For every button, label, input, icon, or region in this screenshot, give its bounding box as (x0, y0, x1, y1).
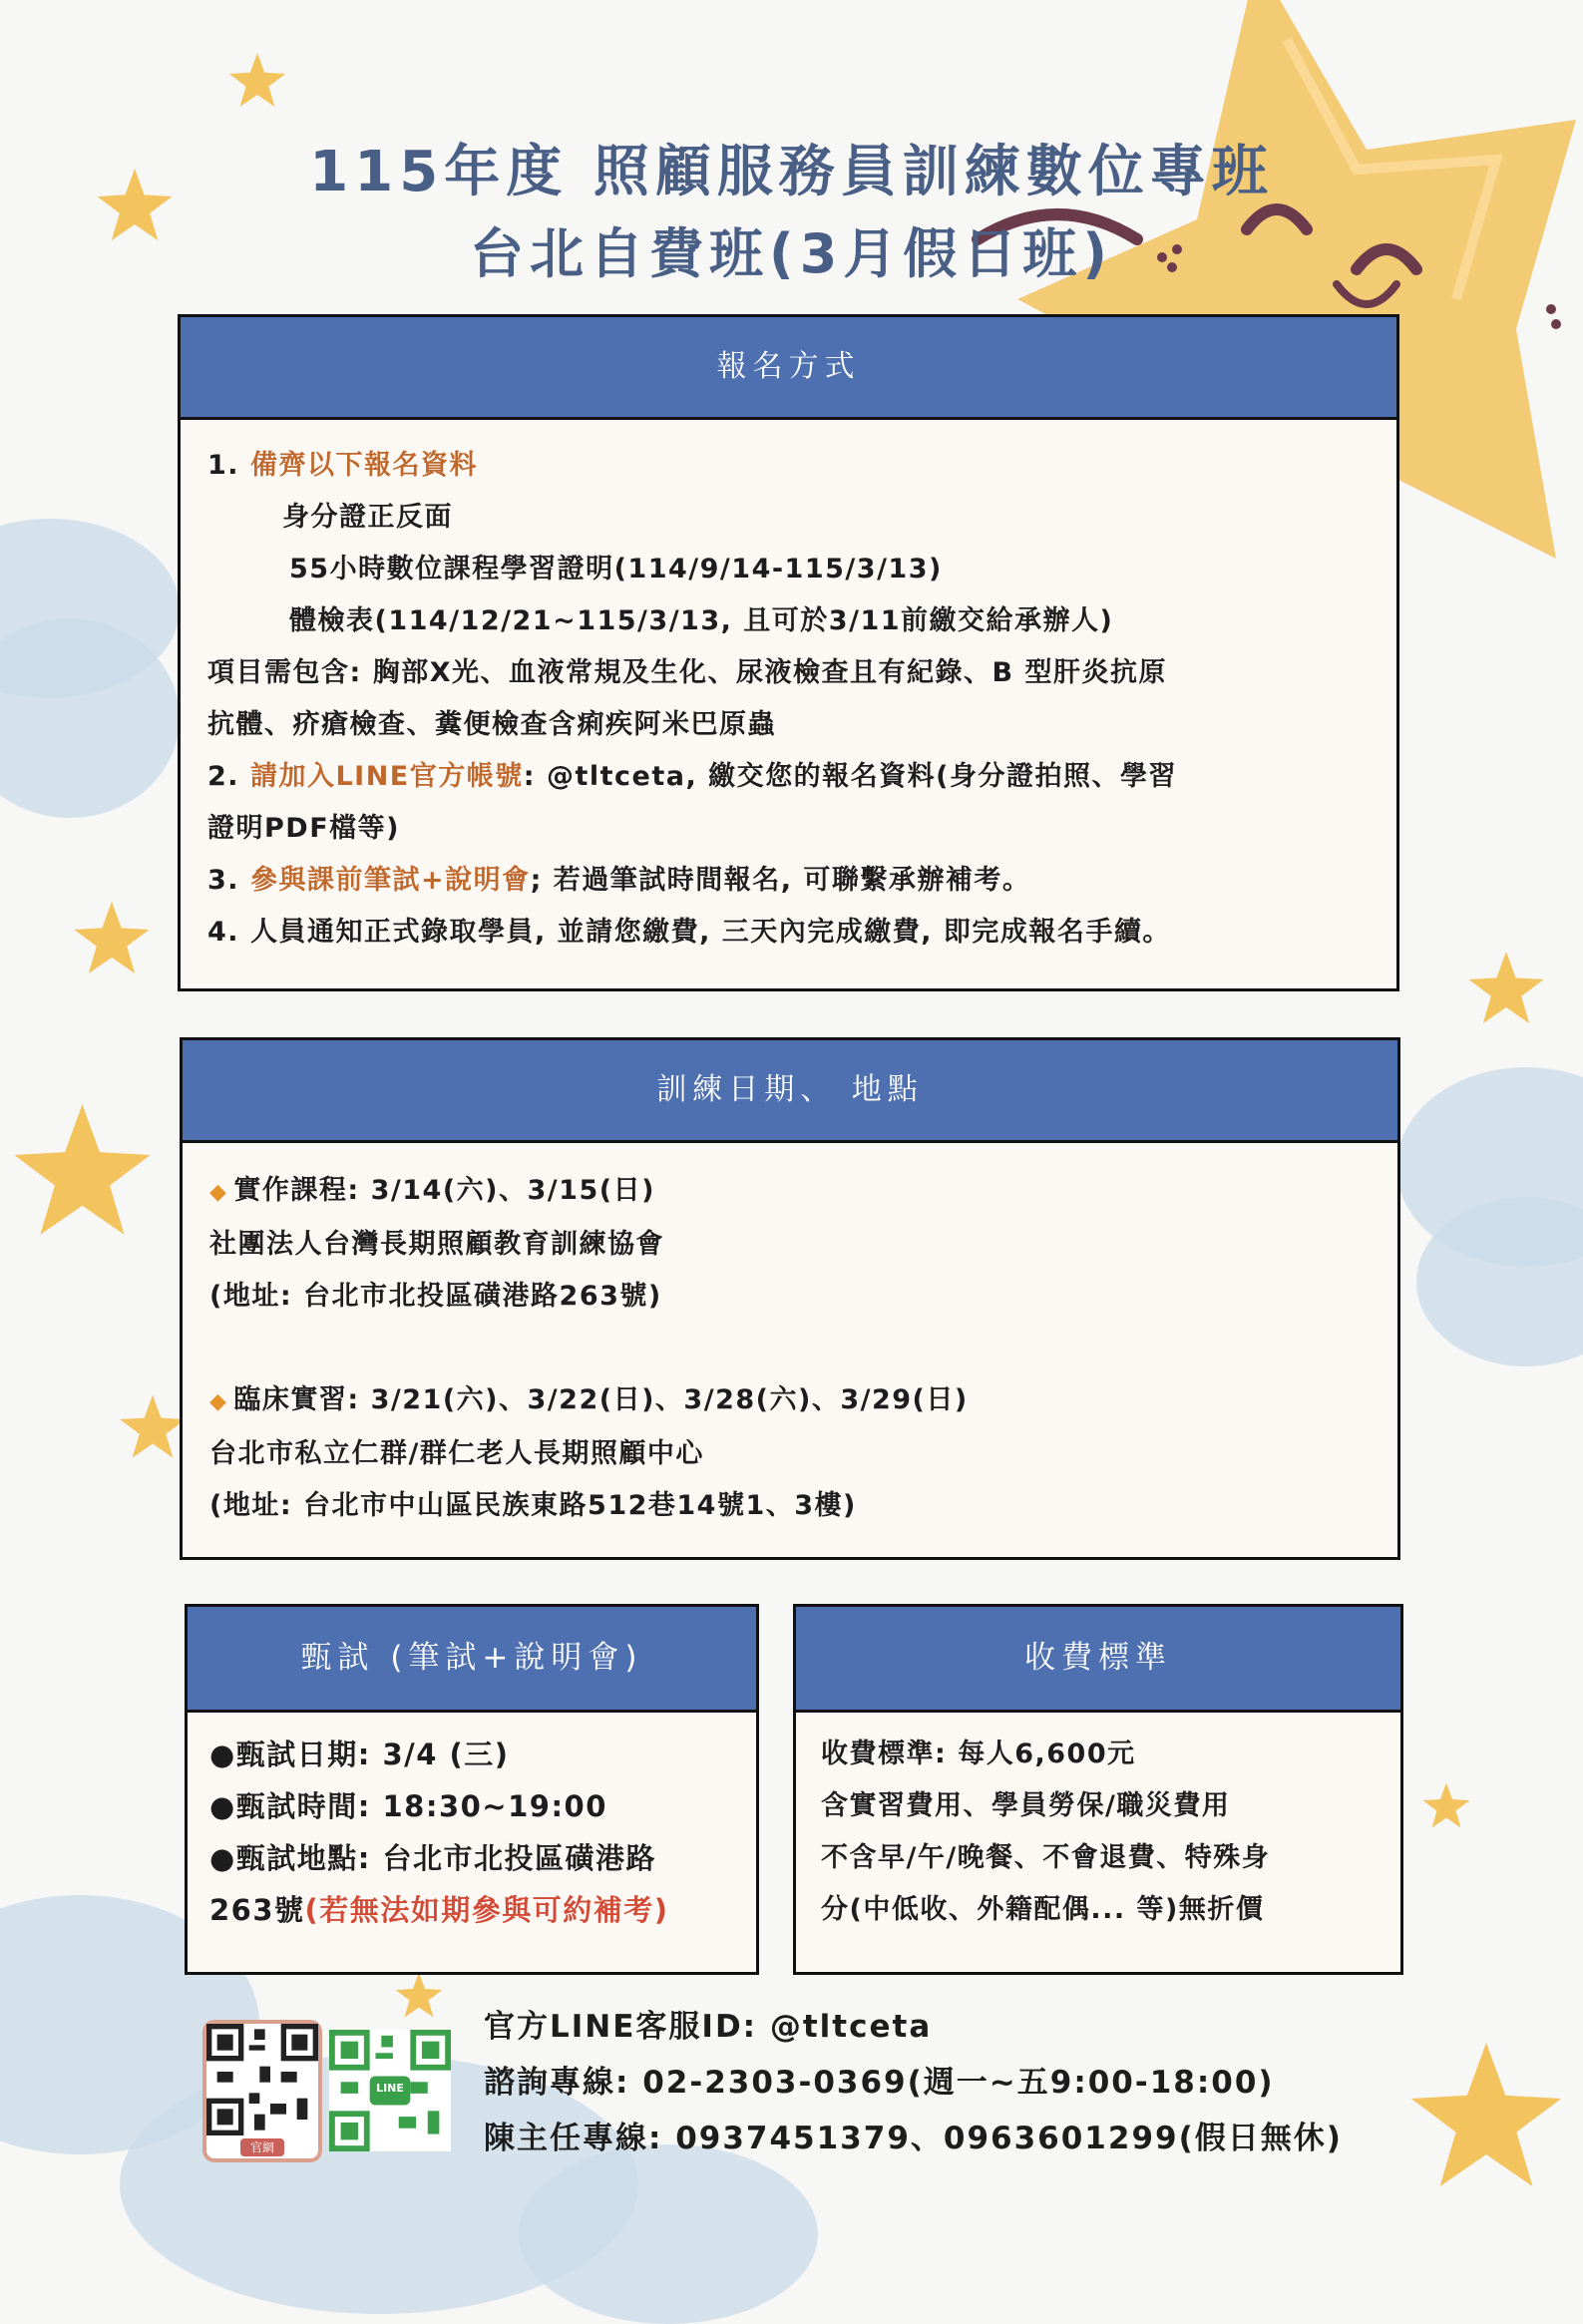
fee-includes: 含實習費用、學員勞保/職災費用 (821, 1790, 1231, 1821)
clinical-internship: ◆ 臨床實習: 3/21(六)、3/22(日)、3/28(六)、3/29(日) (209, 1384, 969, 1415)
website-badge: 官網 (240, 2138, 284, 2156)
page-subtitle: 台北自費班(3月假日班) (470, 222, 1113, 285)
doc-id-card: 身分證正反面 (282, 502, 453, 533)
exam-header: 甄試 (筆試+說明會) (188, 1607, 756, 1713)
fee-amount: 收費標準: 每人6,600元 (821, 1739, 1136, 1769)
star-icon (1421, 1780, 1471, 1830)
schedule-header: 訓練日期、 地點 (183, 1040, 1397, 1143)
step-3: 3. 參與課前筆試+說明會; 若過筆試時間報名, 可聯繫承辦補考。 (207, 865, 1031, 896)
clinical-organization: 台北市私立仁群/群仁老人長期照顧中心 (209, 1438, 704, 1469)
practice-course: ◆ 實作課程: 3/14(六)、3/15(日) (209, 1175, 655, 1206)
schedule-panel (180, 1037, 1400, 1560)
exam-place: ●甄試地點: 台北市北投區磺港路 (209, 1841, 656, 1875)
fee-header: 收費標準 (796, 1607, 1400, 1713)
line-qr-code[interactable] (329, 2030, 451, 2151)
cloud-decoration (519, 2144, 818, 2324)
step-1: 1. 備齊以下報名資料 (207, 450, 478, 481)
exam-items-line-1: 項目需包含: 胸部X光、血液常規及生化、尿液檢查且有紀錄、B 型肝炎抗原 (207, 657, 1167, 688)
line-customer-service-id: 官方LINE客服ID: @tltceta (484, 2009, 933, 2045)
diamond-bullet-icon: ◆ (209, 1180, 228, 1205)
qr-code-icon (206, 2024, 318, 2135)
exam-place-continued: 263號(若無法如期參與可約補考) (209, 1893, 669, 1927)
contact-info (484, 1999, 1343, 2166)
exam-body (188, 1713, 756, 1936)
step-3-title: 參與課前筆試+說明會 (249, 865, 531, 896)
spacer (209, 1323, 1374, 1374)
registration-body (181, 420, 1396, 959)
star-icon (10, 1097, 155, 1242)
schedule-body (183, 1143, 1397, 1532)
registration-header: 報名方式 (181, 317, 1396, 420)
step-1-title: 備齊以下報名資料 (249, 450, 478, 481)
fee-body (796, 1713, 1400, 1936)
doc-course-certificate: 55小時數位課程學習證明(114/9/14-115/3/13) (289, 554, 943, 584)
practice-organization: 社團法人台灣長期照顧教育訓練協會 (209, 1229, 664, 1260)
line-logo-label: LINE (376, 2082, 404, 2095)
step-2: 2. 請加入LINE官方帳號: @tltceta, 繳交您的報名資料(身分證拍照、學習 (207, 761, 1177, 792)
fee-panel (793, 1604, 1403, 1975)
exam-time: ●甄試時間: 18:30~19:00 (209, 1789, 607, 1823)
step-2-title: 請加入LINE官方帳號 (249, 761, 524, 792)
exam-panel (185, 1604, 759, 1975)
website-qr-code[interactable] (202, 2020, 322, 2162)
star-icon (1466, 948, 1546, 1027)
fee-no-discount: 分(中低收、外籍配偶... 等)無折價 (821, 1894, 1265, 1925)
exam-items-line-2: 抗體、疥瘡檢查、糞便檢查含痢疾阿米巴原蟲 (207, 709, 776, 740)
director-hotline: 陳主任專線: 0937451379、0963601299(假日無休) (484, 2121, 1343, 2156)
star-icon (227, 50, 287, 110)
practice-address: (地址: 台北市北投區磺港路263號) (209, 1281, 662, 1312)
star-icon (118, 1391, 188, 1461)
star-icon (394, 1970, 444, 2020)
makeup-exam-note: (若無法如期參與可約補考) (304, 1893, 669, 1927)
exam-date: ●甄試日期: 3/4 (三) (209, 1738, 510, 1771)
consultation-hotline: 諮詢專線: 02-2303-0369(週一~五9:00-18:00) (484, 2065, 1275, 2101)
fee-excludes: 不含早/午/晚餐、不會退費、特殊身 (821, 1842, 1271, 1873)
clinical-address: (地址: 台北市中山區民族東路512巷14號1、3樓) (209, 1490, 857, 1521)
registration-panel (178, 314, 1399, 991)
star-icon (1406, 2035, 1566, 2194)
doc-health-check: 體檢表(114/12/21~115/3/13, 且可於3/11前繳交給承辦人) (289, 605, 1114, 636)
page-title: 115年度 照顧服務員訓練數位專班 (309, 140, 1274, 204)
diamond-bullet-icon: ◆ (209, 1389, 228, 1414)
step-2-continued: 證明PDF檔等) (207, 813, 400, 844)
step-4: 4. 人員通知正式錄取學員, 並請您繳費, 三天內完成繳費, 即完成報名手續。 (207, 917, 1171, 948)
star-icon (72, 898, 152, 977)
